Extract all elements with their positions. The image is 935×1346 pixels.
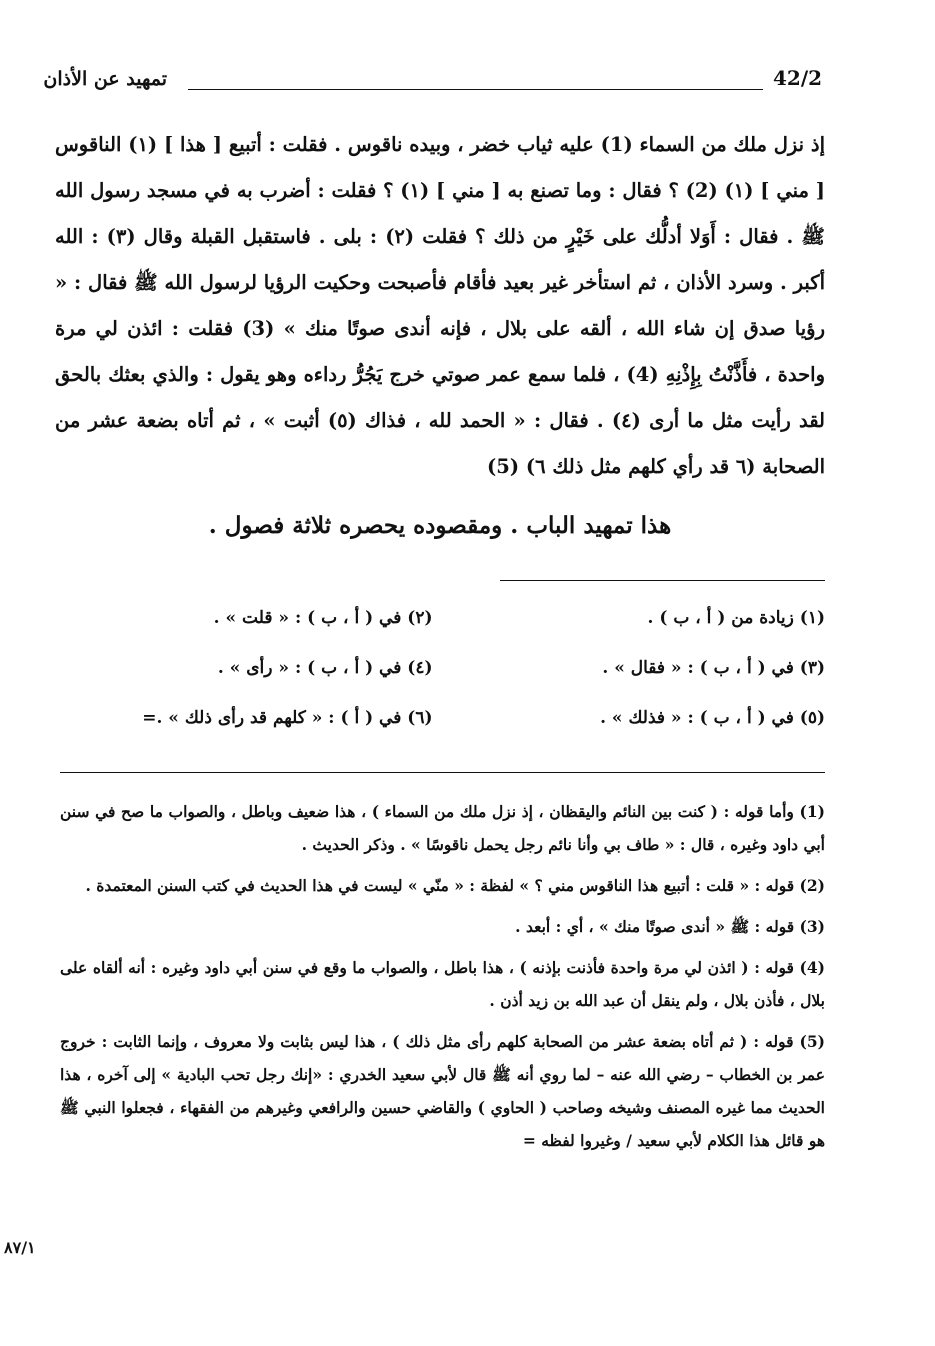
running-header bbox=[43, 62, 825, 102]
main-text bbox=[55, 122, 825, 490]
main-paragraph: إذ نزل ملك من السماء (1) عليه ثياب خضر ، وبيده ناقوس . فقلت : أتبيع [ هذا ] (١) الناقوس [ مني ] (١) (2) ؟ فقال : وما تصنع به [ مني ] (١) ؟ فقلت : أضرب به في مسجد رسول الله ﷺ . فقال : أَوَلا أدلُّك على خَيْرٍ من ذلك ؟ فقلت (٢) : بلى . فاستقبل القبلة وقال (٣) : الله أكبر . وسرد الأذان ، ثم استأخر غير بعيد فأقام فأصبحت وحكيت الرؤيا لرسول الله ﷺ فقال : « رؤيا صدق إن شاء الله ، ألقه على بلال ، فإنه أندى صوتًا منك » (3) فقلت : ائذن لي مرة واحدة ، فأَذَّنْتُ بِإِذْنِهِ (4) ، فلما سمع عمر صوتي خرج يَجُرُّ رداءه وهو يقول : والذي بعثك بالحق لقد رأيت مثل ما أرى (٤) . فقال : « الحمد لله ، فذاك (٥) أثبت » ، ثم أتاه بضعة عشر من الصحابة (٦ قد رأي كلهم مثل ذلك ٦) (5) bbox=[55, 133, 826, 478]
variant-note: (٣) في ( أ ، ب ) : « فقال » . bbox=[602, 658, 825, 678]
variant-row bbox=[40, 608, 825, 658]
commentary-note: (1) وأما قوله : ( كنت بين النائم واليقظان ، إذ نزل ملك من السماء ) ، هذا ضعيف وباطل ، والصواب ما صح في سنن أبي داود وغيره ، قال : « طاف بي وأنا نائم رجل يحمل ناقوسًا » . وذكر الحديث . bbox=[60, 802, 825, 854]
variant-notes bbox=[40, 608, 825, 758]
variant-row bbox=[40, 708, 825, 758]
variant-note: (٥) في ( أ ، ب ) : « فذلك » . bbox=[600, 708, 825, 728]
header-rule bbox=[188, 89, 763, 90]
commentary-notes bbox=[60, 795, 825, 1165]
commentary-note: (3) قوله : ﷺ « أندى صوتًا منك » ، أي : أبعد . bbox=[515, 917, 825, 936]
section-subheading: هذا تمهيد الباب . ومقصوده يحصره ثلاثة فصول . bbox=[208, 512, 672, 539]
variants-separator bbox=[500, 580, 825, 581]
running-title: تمهيد عن الأذان bbox=[43, 68, 167, 90]
variant-note: (١) زيادة من ( أ ، ب ) . bbox=[647, 608, 825, 628]
margin-page-reference: ٨٧/١ bbox=[4, 1238, 36, 1257]
notes-separator bbox=[60, 772, 825, 773]
variant-note: (٦) في ( أ ) : « كلهم قد رأى ذلك » .= bbox=[142, 708, 433, 728]
variant-row bbox=[40, 658, 825, 708]
page-number: 42/2 bbox=[773, 66, 823, 90]
variant-note: (٤) في ( أ ، ب ) : « رأى » . bbox=[217, 658, 433, 678]
commentary-note: (4) قوله : ( ائذن لي مرة واحدة فأذنت بإذنه ) ، هذا باطل ، والصواب ما وقع في سنن أبي داود وغيره : أنه ألقاه على بلال ، فأذن بلال ، ولم ينقل أن عبد الله بن زيد أذن . bbox=[60, 958, 825, 1010]
variant-note: (٢) في ( أ ، ب ) : « قلت » . bbox=[213, 608, 433, 628]
commentary-note: (5) قوله : ( ثم أتاه بضعة عشر من الصحابة كلهم رأى مثل ذلك ) ، هذا ليس بثابت ولا معروف ، وإنما الثابت : خروج عمر بن الخطاب – رضي الله عنه – لما روي أنه ﷺ قال لأبي سعيد الخدري : «إنك رجل تحب البادية » إلى آخره ، هذا الحديث مما غيره المصنف وشيخه وصاحب ( الحاوي ) والقاضي حسين والرافعي وغيرهم من الفقهاء ، فجعلوا النبي ﷺ هو قائل هذا الكلام لأبي سعيد / وغيروا لفظه = bbox=[60, 1032, 825, 1150]
commentary-note: (2) قوله : « قلت : أتبيع هذا الناقوس مني ؟ » لفظة : « منّي » ليست في هذا الحديث في كتب السنن المعتمدة . bbox=[85, 876, 825, 895]
